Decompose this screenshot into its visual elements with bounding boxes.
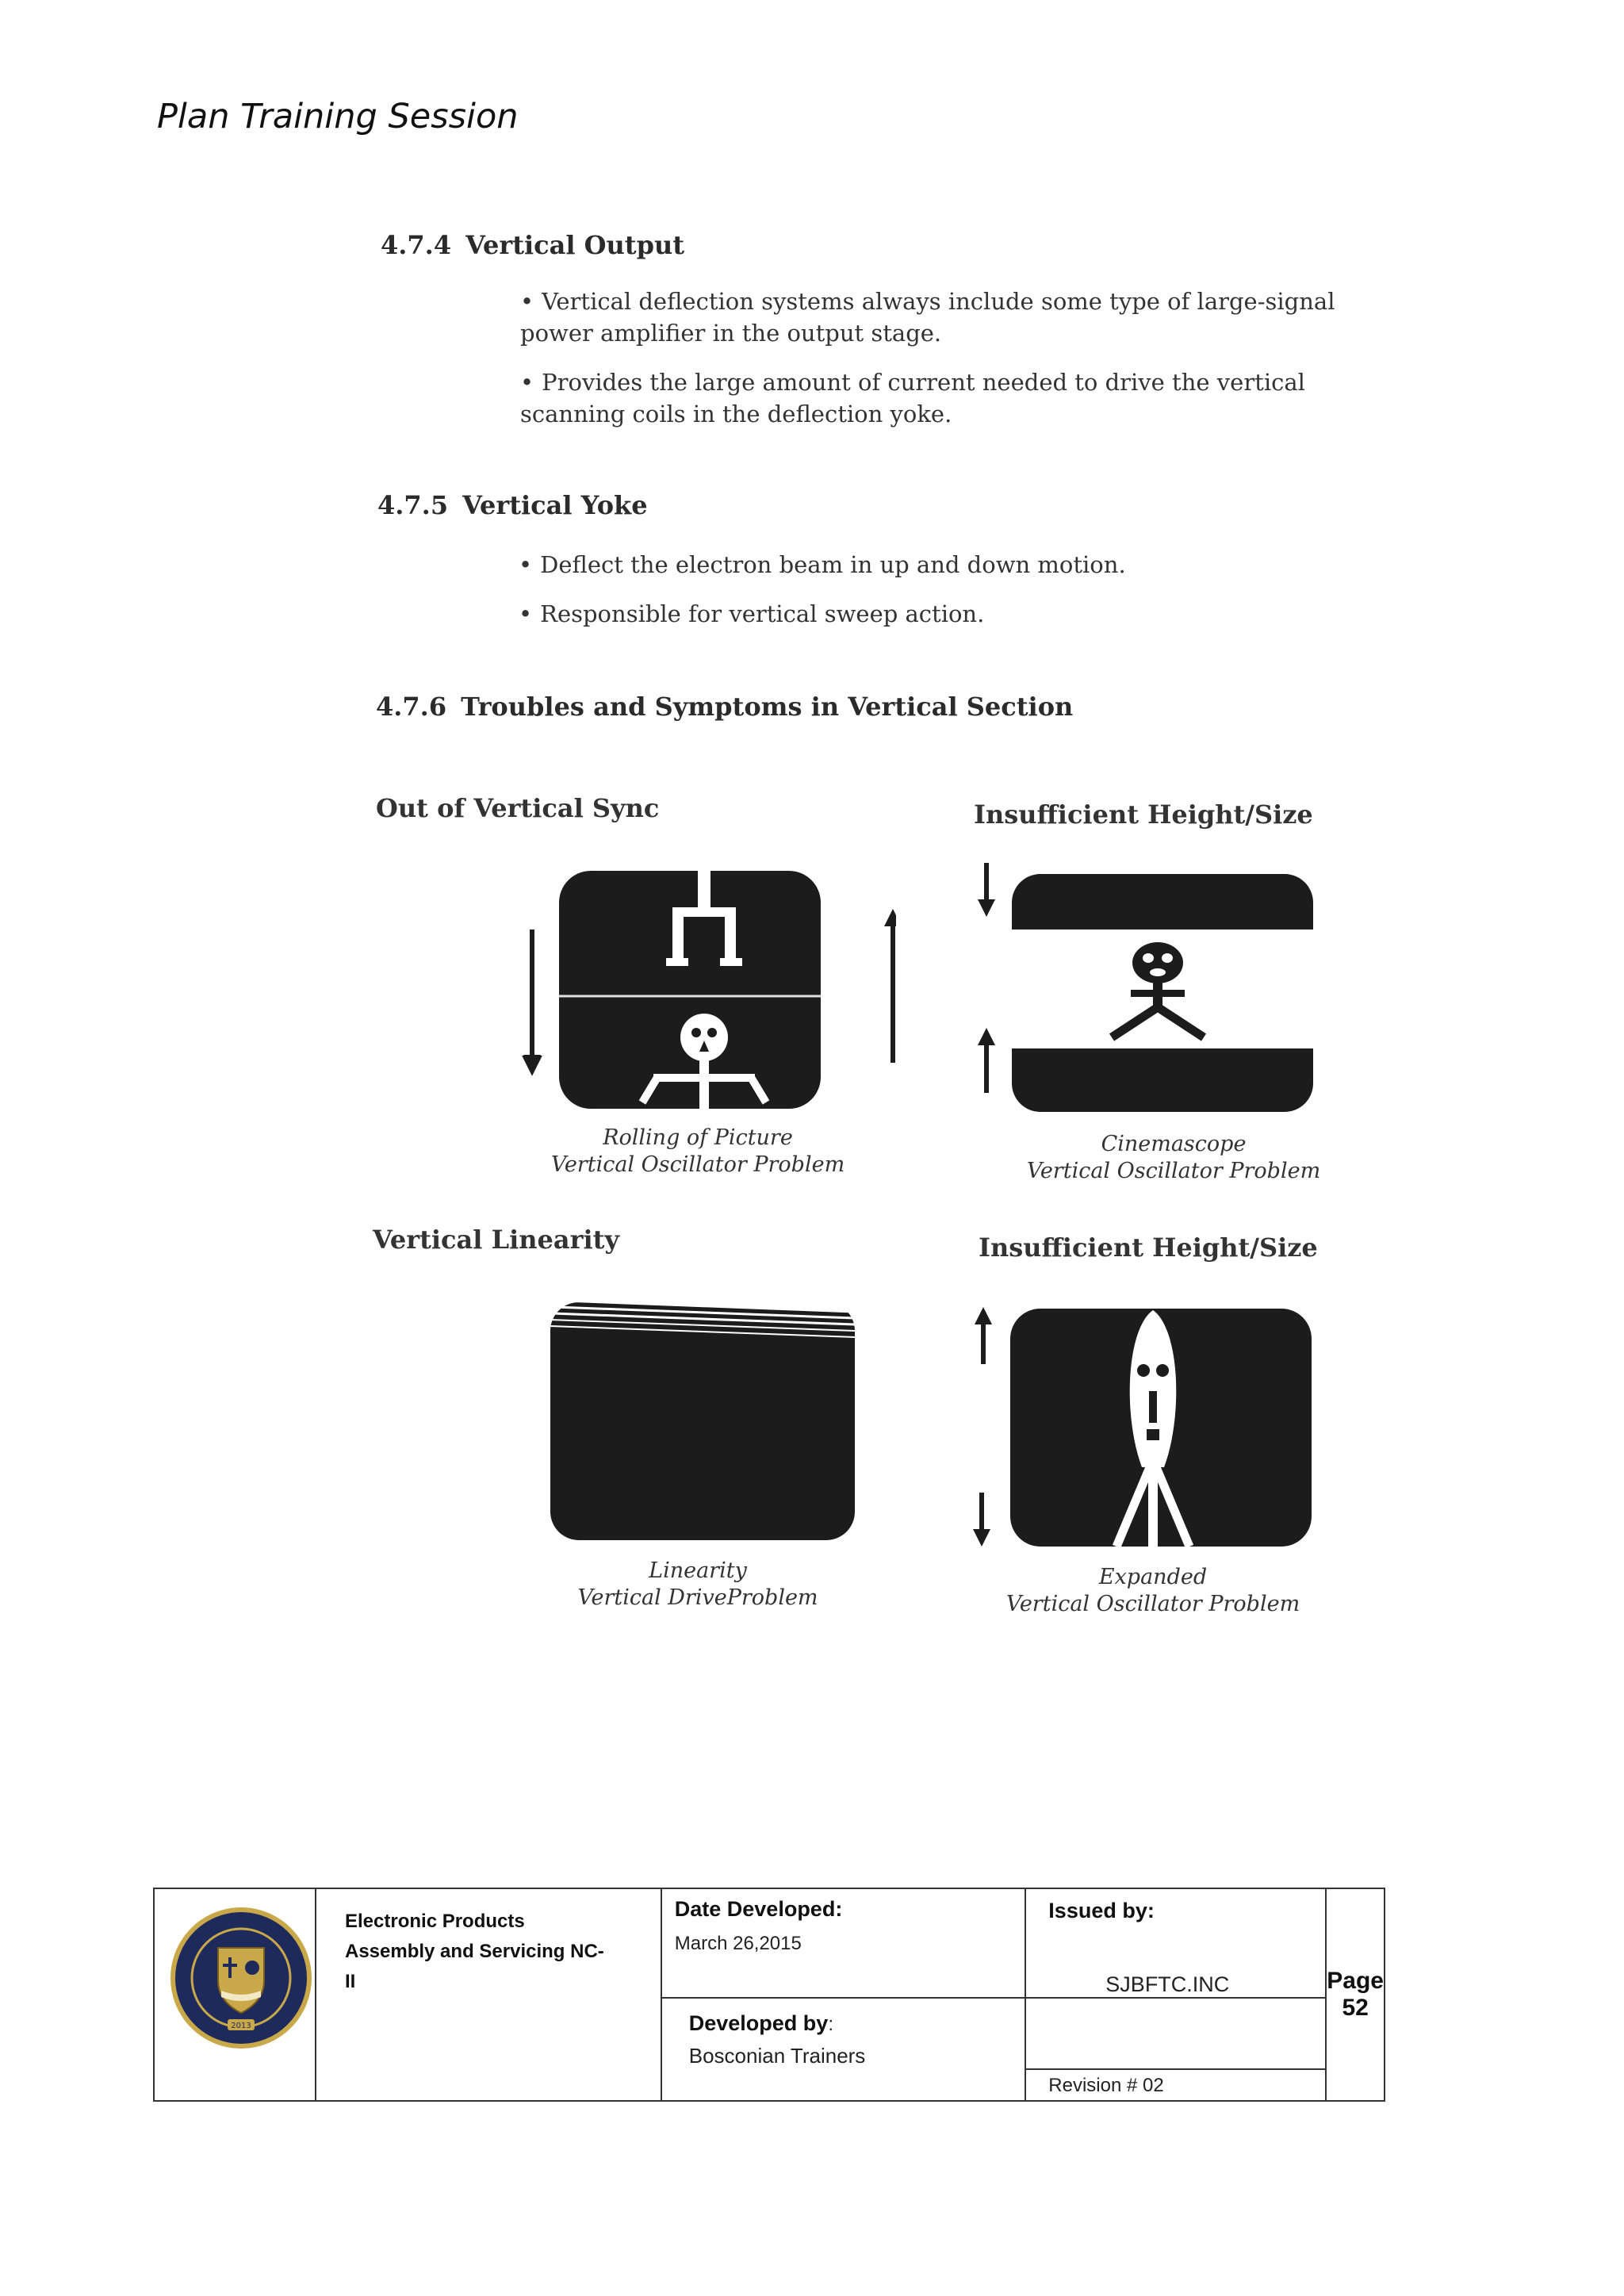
linearity-figure — [547, 1293, 864, 1547]
section-title-vertical-output — [381, 230, 684, 260]
course-line: Electronic Products — [345, 1911, 525, 1932]
caption-line: Vertical Oscillator Problem — [1005, 1592, 1300, 1616]
caption-line: Vertical Oscillator Problem — [1026, 1159, 1321, 1183]
section-number: 4.7.4 — [381, 230, 452, 260]
caption-line: Rolling of Picture — [603, 1125, 793, 1150]
developed-by-colon: : — [828, 2014, 833, 2035]
section-title-vertical-yoke — [377, 490, 648, 520]
school-seal-logo — [155, 1892, 315, 2094]
course-line: II — [345, 1971, 356, 1992]
date-developed-label: Date Developed: — [674, 1897, 843, 1921]
page-number: Page 52 — [1327, 1968, 1384, 2021]
caption-line: Vertical Oscillator Problem — [550, 1152, 845, 1177]
course-name-cell — [316, 1888, 661, 2101]
logo-cell — [154, 1888, 316, 2101]
page-number-cell — [1326, 1888, 1385, 2101]
section-number: 4.7.6 — [376, 692, 447, 722]
section-title-troubles — [376, 692, 1073, 722]
section-heading: Troubles and Symptoms in Vertical Section — [461, 692, 1074, 722]
caption-line: Cinemascope — [1101, 1132, 1247, 1156]
figure-caption — [531, 1125, 864, 1179]
issued-by-cell — [1025, 1888, 1326, 1998]
section-heading: Vertical Output — [465, 230, 684, 260]
developed-by-cell — [661, 1998, 1026, 2101]
rolling-picture-figure — [515, 864, 896, 1118]
issued-by-label: Issued by: — [1048, 1899, 1155, 1922]
course-line: Assembly and Servicing NC- — [345, 1941, 604, 1962]
revision-cell — [1025, 1998, 1326, 2101]
developed-by-label: Developed by — [688, 2011, 829, 2035]
issued-by-value: SJBFTC.INC — [1105, 1972, 1230, 1996]
cinemascope-figure — [966, 857, 1323, 1118]
caption-line: Vertical DriveProblem — [577, 1585, 818, 1610]
figure-heading-out-of-sync: Out of Vertical Sync — [376, 793, 660, 823]
figure-heading-insufficient-height: Insufficient Height/Size — [974, 799, 1313, 830]
section-heading: Vertical Yoke — [462, 490, 648, 520]
figure-caption — [986, 1564, 1320, 1618]
caption-line: Linearity — [649, 1558, 747, 1583]
section-number: 4.7.5 — [377, 490, 449, 520]
date-developed-cell — [661, 1888, 1026, 1998]
expanded-figure — [959, 1297, 1316, 1559]
developed-by-value: Bosconian Trainers — [688, 2044, 866, 2068]
caption-line: Expanded — [1098, 1565, 1208, 1589]
document-footer-table — [153, 1888, 1385, 2102]
revision-number: Revision # 02 — [1026, 2068, 1325, 2100]
figure-caption — [531, 1558, 864, 1612]
bullet-item: • Provides the large amount of current needed to drive the vertical scanning coils in the deflection yoke. — [520, 366, 1392, 430]
logo-year-text: 2013 — [231, 2021, 251, 2030]
figure-caption — [1007, 1131, 1340, 1185]
date-developed-value: March 26,2015 — [674, 1933, 802, 1954]
figure-heading-insufficient-height-2: Insufficient Height/Size — [979, 1232, 1318, 1263]
figure-heading-vertical-linearity: Vertical Linearity — [373, 1225, 619, 1255]
page-header-title: Plan Training Session — [157, 97, 519, 136]
bullet-item: • Vertical deflection systems always include some type of large-signal power amplifier in the output stage. — [520, 286, 1392, 349]
bullet-item: • Responsible for vertical sweep action. — [519, 598, 1391, 630]
bullet-item: • Deflect the electron beam in up and down motion. — [519, 549, 1391, 581]
